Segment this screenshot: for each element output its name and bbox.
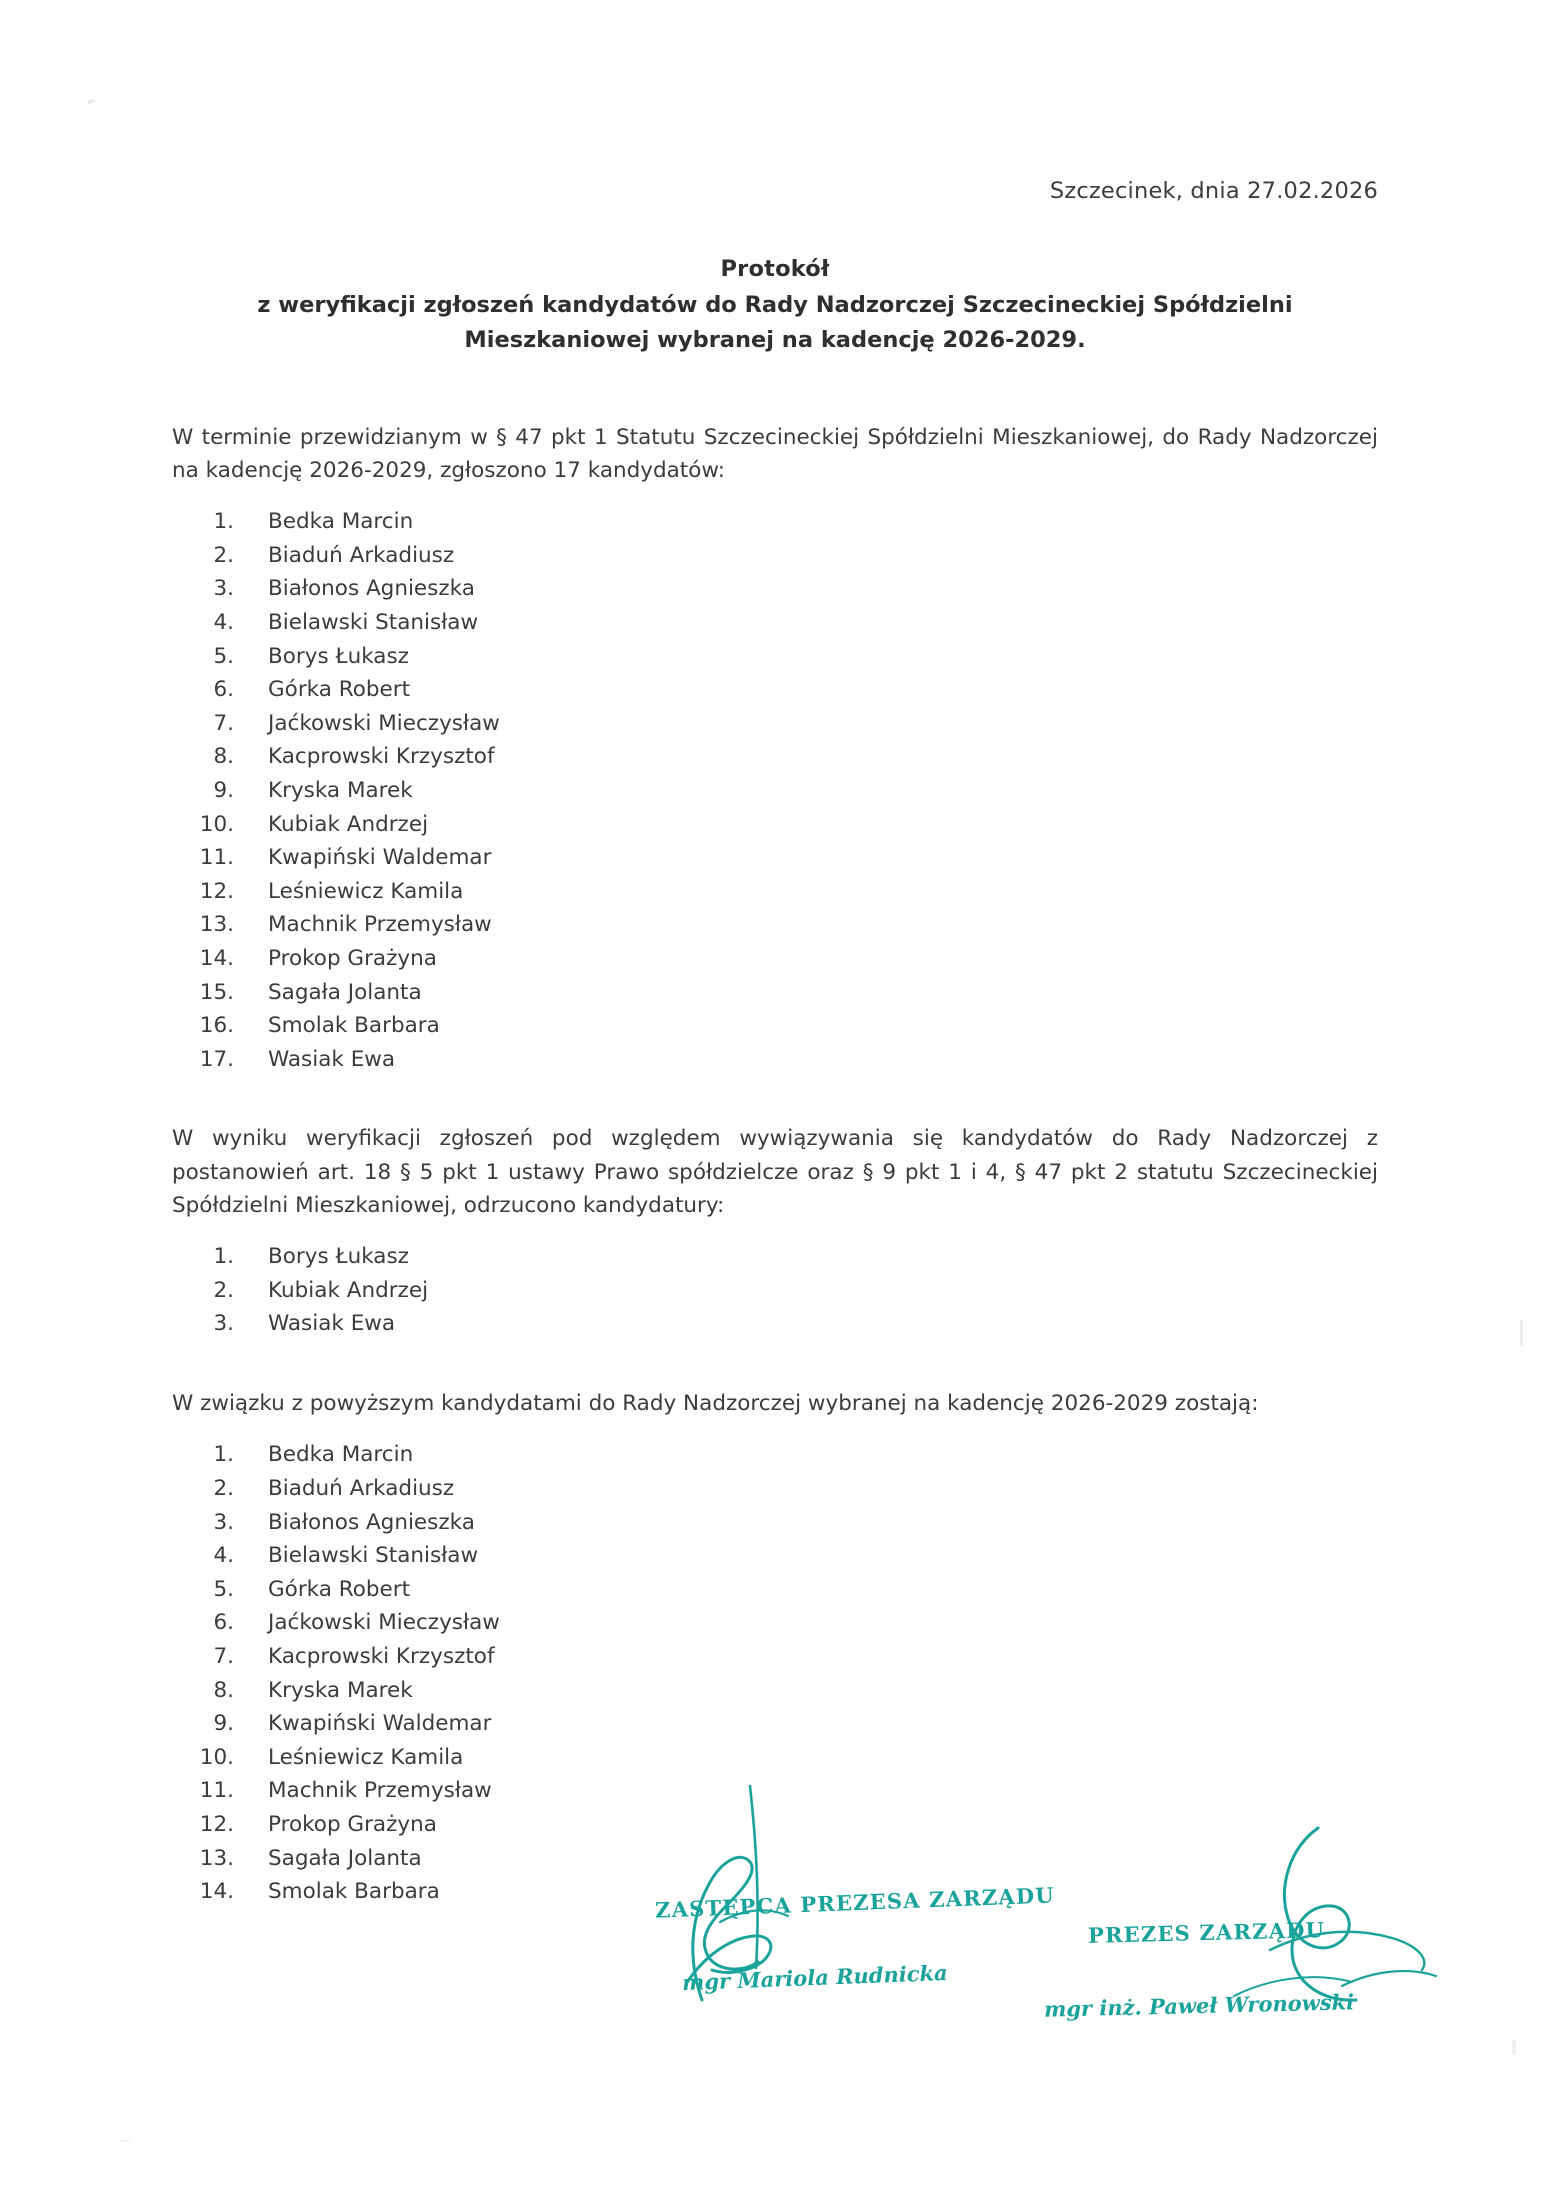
list-item-label: Jaćkowski Mieczysław — [268, 1610, 500, 1636]
list-item-number: 14. — [199, 1879, 234, 1905]
list-item — [172, 1808, 1378, 1842]
list-item — [172, 1539, 1378, 1573]
list-item-label: Leśniewicz Kamila — [268, 1744, 464, 1770]
list-item — [172, 841, 1378, 875]
paragraph-intro: W terminie przewidzianym w § 47 pkt 1 Statutu Szczecineckiej Spółdzielni Mieszkaniowej, do Rady Nadzorczej na kadencję 2026-2029, zgłoszono 17 kandydatów: — [172, 424, 1378, 483]
list-item-number: 12. — [199, 878, 234, 904]
list-item — [172, 875, 1378, 909]
list-item-label: Borys Łukasz — [268, 1244, 409, 1270]
list-item-label: Górka Robert — [268, 677, 411, 703]
list-item-number: 3. — [213, 576, 234, 602]
list-item-number: 13. — [199, 1845, 234, 1871]
list-item — [172, 539, 1378, 573]
list-item — [172, 1274, 1378, 1308]
list-item-number: 2. — [213, 1475, 234, 1501]
list-item — [172, 1674, 1378, 1708]
list-item — [172, 942, 1378, 976]
title-line-1: Protokół — [720, 256, 830, 282]
list-item — [172, 1606, 1378, 1640]
list-item-number: 7. — [213, 1643, 234, 1669]
list-item — [172, 1043, 1378, 1077]
list-item-number: 5. — [213, 643, 234, 669]
list-item-label: Bedka Marcin — [268, 509, 414, 535]
list-item-label: Machnik Przemysław — [268, 1778, 492, 1804]
list-item-label: Leśniewicz Kamila — [268, 878, 464, 904]
list-item — [172, 1741, 1378, 1775]
paragraph-verification: W wyniku weryfikacji zgłoszeń pod względem wywiązywania się kandydatów do Rady Nadzorczej z postanowień art. 18 § 5 pkt 1 ustawy Prawo spółdzielcze oraz § 9 pkt 1 i 4, § 47 pkt 2 statutu Szczecineckiej Spółdzielni Mieszkaniowej, odrzucono kandydatury: — [172, 1126, 1378, 1218]
scan-artifact-speck — [1512, 2040, 1516, 2054]
list-item-number: 1. — [213, 509, 234, 535]
list-item — [172, 976, 1378, 1010]
list-item-number: 3. — [213, 1311, 234, 1337]
list-item-label: Kwapiński Waldemar — [268, 1711, 492, 1737]
scan-artifact-speck — [1520, 1320, 1523, 1346]
list-item-number: 8. — [213, 744, 234, 770]
list-item-label: Bielawski Stanisław — [268, 1543, 479, 1569]
list-item-number: 10. — [199, 811, 234, 837]
list-item-number: 15. — [199, 979, 234, 1005]
list-item-label: Borys Łukasz — [268, 643, 409, 669]
list-item-label: Kubiak Andrzej — [268, 1277, 429, 1303]
list-item — [172, 1707, 1378, 1741]
list-item-label: Jaćkowski Mieczysław — [268, 710, 500, 736]
list-item — [172, 1240, 1378, 1274]
list-item-label: Machnik Przemysław — [268, 912, 492, 938]
list-item-number: 4. — [213, 610, 234, 636]
list-item-number: 6. — [213, 677, 234, 703]
list-item — [172, 1774, 1378, 1808]
signature-left-name: mgr Mariola Rudnicka — [681, 1959, 949, 1996]
list-item — [172, 908, 1378, 942]
title-line-3: Mieszkaniowej wybranej na kadencję 2026-2029. — [464, 327, 1086, 354]
list-item-number: 12. — [199, 1811, 234, 1837]
list-item-label: Kubiak Andrzej — [268, 811, 429, 837]
list-item-number: 9. — [213, 778, 234, 804]
list-item — [172, 774, 1378, 808]
list-item-label: Białonos Agnieszka — [268, 1509, 475, 1535]
candidate-list-rejected — [172, 1240, 1378, 1341]
list-item-label: Bielawski Stanisław — [268, 610, 479, 636]
list-item — [172, 1640, 1378, 1674]
list-item — [172, 606, 1378, 640]
list-item-number: 11. — [199, 1778, 234, 1804]
candidate-list-accepted — [172, 1438, 1378, 1908]
list-item-label: Sagała Jolanta — [268, 979, 422, 1005]
list-item-number: 17. — [199, 1046, 234, 1072]
list-item — [172, 707, 1378, 741]
list-item — [172, 1438, 1378, 1472]
list-item-number: 14. — [199, 945, 234, 971]
list-item-number: 16. — [199, 1013, 234, 1039]
title-line-2: z weryfikacji zgłoszeń kandydatów do Rady Nadzorczej Szczecineckiej Spółdzielni — [257, 291, 1293, 318]
list-item-number: 8. — [213, 1677, 234, 1703]
list-item-number: 2. — [213, 1277, 234, 1303]
list-item-label: Biaduń Arkadiusz — [268, 542, 455, 568]
paragraph-conclusion: W związku z powyższym kandydatami do Rady Nadzorczej wybranej na kadencję 2026-2029 zostają: — [172, 1391, 1259, 1417]
list-item — [172, 1842, 1378, 1876]
list-item-label: Kryska Marek — [268, 778, 413, 804]
list-item-label: Prokop Grażyna — [268, 945, 437, 971]
list-item — [172, 505, 1378, 539]
list-item-label: Kryska Marek — [268, 1677, 413, 1703]
candidate-list-all — [172, 505, 1378, 1076]
list-item — [172, 740, 1378, 774]
list-item — [172, 1506, 1378, 1540]
scan-artifact-speck — [120, 2140, 130, 2142]
list-item-number: 6. — [213, 1610, 234, 1636]
list-item-label: Białonos Agnieszka — [268, 576, 475, 602]
list-item-label: Górka Robert — [268, 1576, 411, 1602]
list-item — [172, 1307, 1378, 1341]
signature-left-title: ZASTĘPCA PREZESA ZARZĄDU — [654, 1882, 1056, 1923]
list-item — [172, 808, 1378, 842]
list-item-label: Bedka Marcin — [268, 1442, 414, 1468]
scan-artifact-speck — [88, 99, 96, 104]
list-item-number: 1. — [213, 1442, 234, 1468]
list-item-number: 9. — [213, 1711, 234, 1737]
list-item-label: Smolak Barbara — [268, 1013, 440, 1039]
list-item-label: Kacprowski Krzysztof — [268, 744, 495, 770]
list-item-number: 5. — [213, 1576, 234, 1602]
list-item-label: Wasiak Ewa — [268, 1311, 396, 1337]
list-item-label: Smolak Barbara — [268, 1879, 440, 1905]
list-item-number: 10. — [199, 1744, 234, 1770]
list-item-label: Wasiak Ewa — [268, 1046, 396, 1072]
signature-right-name: mgr inż. Paweł Wronowski — [1043, 1989, 1355, 2022]
list-item-number: 3. — [213, 1509, 234, 1535]
list-item-number: 7. — [213, 710, 234, 736]
list-item-number: 13. — [199, 912, 234, 938]
list-item — [172, 673, 1378, 707]
place-and-date: Szczecinek, dnia 27.02.2026 — [1049, 178, 1378, 204]
list-item-label: Sagała Jolanta — [268, 1845, 422, 1871]
list-item-number: 11. — [199, 845, 234, 871]
list-item — [172, 1009, 1378, 1043]
signature-right-title: PREZES ZARZĄDU — [1087, 1917, 1326, 1948]
list-item-label: Kacprowski Krzysztof — [268, 1643, 495, 1669]
list-item-label: Prokop Grażyna — [268, 1811, 437, 1837]
document-body — [172, 0, 1378, 1909]
list-item-number: 1. — [213, 1244, 234, 1270]
list-item-label: Biaduń Arkadiusz — [268, 1475, 455, 1501]
list-item — [172, 572, 1378, 606]
list-item-label: Kwapiński Waldemar — [268, 845, 492, 871]
list-item-number: 4. — [213, 1543, 234, 1569]
list-item — [172, 640, 1378, 674]
list-item — [172, 1573, 1378, 1607]
list-item-number: 2. — [213, 542, 234, 568]
document-title — [172, 252, 1378, 359]
list-item — [172, 1472, 1378, 1506]
